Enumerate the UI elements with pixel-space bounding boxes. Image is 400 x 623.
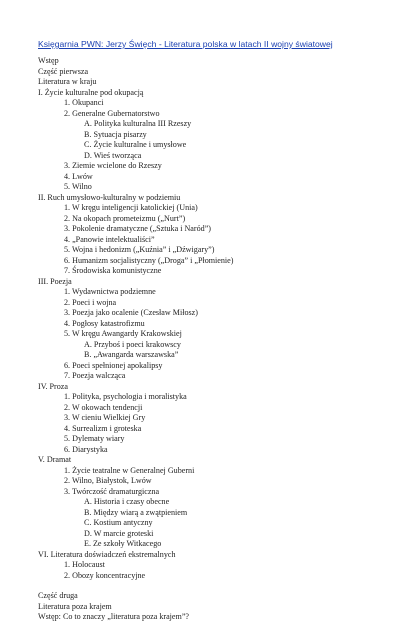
toc-entry: VI. Literatura doświadczeń ekstremalnych bbox=[38, 549, 176, 559]
toc-entry: D. W marcie groteski bbox=[84, 528, 154, 538]
toc-entry: C. Kostium antyczny bbox=[84, 518, 153, 527]
toc-entry: B. Sytuacja pisarzy bbox=[84, 129, 147, 139]
toc-entry: 4. Surrealizm i groteska bbox=[64, 423, 142, 433]
toc-entry: Część pierwsza bbox=[38, 66, 89, 76]
toc-entry: 1. Polityka, psychologia i moralistyka bbox=[64, 392, 187, 401]
toc-entry: 5. Dylematy wiary bbox=[64, 434, 125, 443]
toc-entry bbox=[38, 581, 233, 591]
toc-entry: 6. Humanizm socjalistyczny („Droga” i „Płomienie) bbox=[64, 255, 234, 265]
toc-entry: 3. Twórczość dramaturgiczna bbox=[64, 486, 160, 496]
toc-entry: 4. Lwów bbox=[64, 171, 93, 181]
toc-entry: 2. Obozy koncentracyjne bbox=[64, 570, 146, 580]
toc-entry: 2. Generalne Gubernatorstwo bbox=[64, 108, 160, 118]
toc-entry: II. Ruch umysłowo-kulturalny w podziemiu bbox=[38, 192, 181, 202]
toc-entry: 2. Poeci i wojna bbox=[64, 297, 117, 307]
toc-entry: Literatura poza krajem bbox=[38, 601, 112, 611]
toc-entry: 2. W okowach tendencji bbox=[64, 402, 143, 412]
header-link[interactable]: Księgarnia PWN: Jerzy Święch - Literatura polska w latach II wojny światowej bbox=[38, 39, 333, 49]
toc-entry: 1. Holocaust bbox=[64, 560, 105, 569]
toc-entry: 3. Pokolenie dramatyczne („Sztuka i Naród”) bbox=[64, 224, 211, 233]
toc-entry: 7. Środowiska komunistyczne bbox=[64, 266, 162, 275]
toc-entry: 3. Ziemie wcielone do Rzeszy bbox=[64, 161, 162, 170]
toc-entry: A. Przyboś i poeci krakowscy bbox=[84, 339, 181, 349]
toc-entry: 7. Poezja walcząca bbox=[64, 371, 126, 380]
toc-entry: 5. Wilno bbox=[64, 182, 92, 191]
toc-entry: E. Ze szkoły Witkacego bbox=[84, 539, 162, 548]
toc-entry: III. Poezja bbox=[38, 276, 72, 286]
toc-entry: A. Historia i czasy obecne bbox=[84, 497, 170, 506]
table-of-contents bbox=[38, 56, 233, 623]
toc-entry: Część druga bbox=[38, 591, 78, 600]
toc-entry: 6. Diarystyka bbox=[64, 444, 108, 454]
toc-entry: B. Między wiarą a zwątpieniem bbox=[84, 507, 188, 517]
toc-entry: 4. „Panowie intelektualiści” bbox=[64, 234, 155, 244]
toc-entry: A. Polityka kulturalna III Rzeszy bbox=[84, 119, 192, 128]
toc-entry: 1. Okupanci bbox=[64, 98, 104, 107]
toc-entry: D. Wieś tworząca bbox=[84, 150, 142, 160]
toc-entry: 3. Poezja jako ocalenie (Czesław Miłosz) bbox=[64, 308, 198, 317]
toc-entry: C. Życie kulturalne i umysłowe bbox=[84, 140, 187, 149]
toc-entry: I. Życie kulturalne pod okupacją bbox=[38, 87, 144, 97]
toc-entry: Wstęp bbox=[38, 56, 59, 65]
toc-entry: 2. Na okopach prometeizmu („Nurt”) bbox=[64, 213, 186, 223]
toc-entry: Literatura w kraju bbox=[38, 77, 97, 86]
toc-entry: 6. Poeci spełnionej apokalipsy bbox=[64, 360, 163, 370]
toc-entry: 1. Życie teatralne w Generalnej Guberni bbox=[64, 465, 195, 475]
toc-entry: 2. Wilno, Białystok, Lwów bbox=[64, 476, 152, 485]
toc-entry: 1. Wydawnictwa podziemne bbox=[64, 287, 156, 296]
toc-entry: Wstęp: Co to znaczy „literatura poza krajem”? bbox=[38, 612, 190, 621]
toc-entry: B. „Awangarda warszawska” bbox=[84, 350, 179, 359]
toc-entry: 1. W kręgu inteligencji katolickiej (Unia) bbox=[64, 203, 198, 212]
toc-entry: IV. Proza bbox=[38, 381, 68, 391]
toc-entry: 4. Pogłosy katastrofizmu bbox=[64, 318, 145, 328]
toc-entry: 5. W kręgu Awangardy Krakowskiej bbox=[64, 329, 182, 338]
toc-entry: V. Dramat bbox=[38, 455, 72, 464]
toc-entry: 3. W cieniu Wielkiej Gry bbox=[64, 413, 146, 422]
toc-entry: 5. Wojna i hedonizm („Kuźnia” i „Dźwigary”) bbox=[64, 245, 215, 254]
